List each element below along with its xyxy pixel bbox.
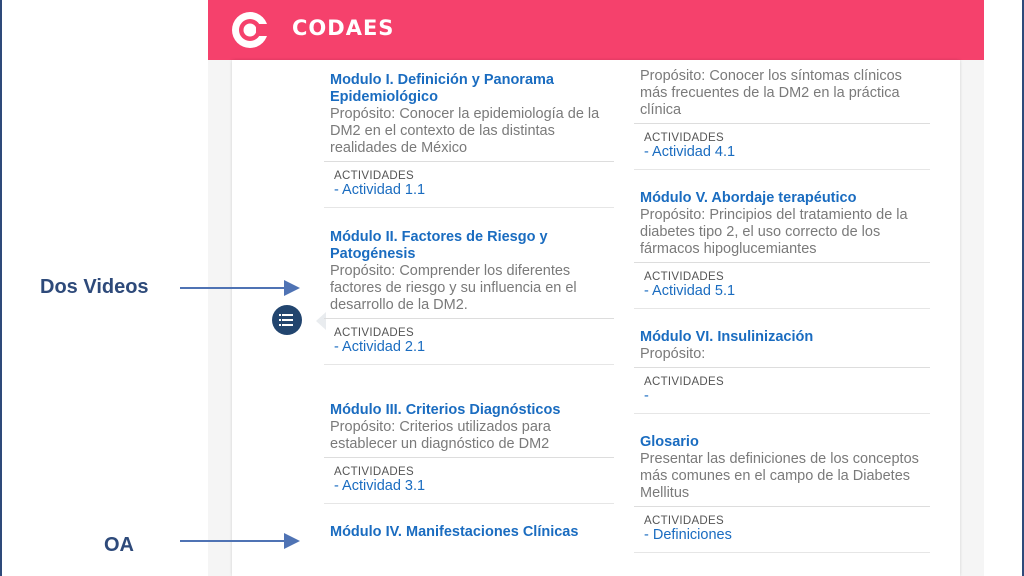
- module-title[interactable]: Módulo III. Criterios Diagnósticos: [330, 402, 561, 418]
- activity-link[interactable]: -: [644, 388, 649, 404]
- module-title[interactable]: Módulo IV. Manifestaciones Clínicas: [330, 524, 579, 540]
- module-purpose: Propósito: Comprender los diferentes factores de riesgo y su influencia en el desarrollo de la DM2.: [330, 263, 577, 313]
- divider: [324, 364, 614, 365]
- module-purpose: Propósito: Criterios utilizados para establecer un diagnóstico de DM2: [330, 419, 551, 452]
- activity-link[interactable]: - Actividad 3.1: [334, 478, 426, 494]
- divider: [634, 169, 930, 170]
- arrow-dos-videos: [180, 287, 284, 289]
- divider: [634, 308, 930, 309]
- module-card: [324, 72, 614, 208]
- module-purpose: Propósito: Conocer la epidemiología de la DM2 en el contexto de las distintas realidades de México: [330, 106, 600, 156]
- divider: [634, 262, 930, 263]
- module-purpose: Presentar las definiciones de los conceptos más comunes en el campo de la Diabetes Mellitus: [640, 451, 919, 501]
- divider: [324, 503, 614, 504]
- module-purpose: Propósito: Principios del tratamiento de la diabetes tipo 2, el uso correcto de los fármacos hipoglucemiantes: [640, 207, 908, 257]
- activities-label: ACTIVIDADES: [644, 515, 724, 527]
- module-title[interactable]: Glosario: [640, 434, 699, 450]
- module-card: [634, 68, 930, 170]
- arrow-head-icon: [284, 533, 300, 549]
- codaes-logo-icon: [230, 10, 282, 50]
- course-content-panel: [232, 60, 960, 576]
- activities-label: ACTIVIDADES: [334, 327, 414, 339]
- activities-label: ACTIVIDADES: [334, 170, 414, 182]
- module-title[interactable]: Modulo I. Definición y Panorama Epidemiológico: [330, 72, 554, 105]
- activity-link[interactable]: - Actividad 4.1: [644, 144, 736, 160]
- activities-label: ACTIVIDADES: [644, 132, 724, 144]
- divider: [634, 506, 930, 507]
- activity-link[interactable]: - Actividad 1.1: [334, 182, 426, 198]
- module-card: [324, 524, 614, 541]
- annotation-oa: OA: [104, 534, 134, 556]
- activity-link[interactable]: - Actividad 5.1: [644, 283, 736, 299]
- top-bar: [208, 0, 984, 60]
- module-purpose: Propósito:: [640, 346, 706, 362]
- module-card: [324, 229, 614, 365]
- arrow-oa: [180, 540, 284, 542]
- divider: [634, 123, 930, 124]
- course-screenshot: [208, 0, 984, 576]
- module-card: [634, 190, 930, 309]
- divider: [634, 367, 930, 368]
- divider: [324, 161, 614, 162]
- module-title[interactable]: Módulo V. Abordaje terapéutico: [640, 190, 857, 206]
- arrow-head-icon: [284, 280, 300, 296]
- module-title[interactable]: Módulo VI. Insulinización: [640, 329, 814, 345]
- divider: [634, 413, 930, 414]
- divider: [324, 457, 614, 458]
- divider: [324, 207, 614, 208]
- activities-label: ACTIVIDADES: [644, 376, 724, 388]
- activity-link[interactable]: - Actividad 2.1: [334, 339, 426, 355]
- activities-label: ACTIVIDADES: [334, 466, 414, 478]
- activities-label: ACTIVIDADES: [644, 271, 724, 283]
- module-purpose: Propósito: Conocer los síntomas clínicos más frecuentes de la DM2 en la práctica clínica: [640, 68, 902, 118]
- module-title[interactable]: Módulo II. Factores de Riesgo y Patogénesis: [330, 229, 548, 262]
- divider: [324, 318, 614, 319]
- module-card: [634, 329, 930, 414]
- divider: [634, 552, 930, 553]
- brand-name[interactable]: CODAES: [292, 16, 395, 40]
- activity-link[interactable]: - Definiciones: [644, 527, 732, 543]
- list-menu-icon[interactable]: [272, 305, 302, 335]
- module-card: [324, 402, 614, 504]
- annotation-dos-videos: Dos Videos: [40, 276, 149, 298]
- module-card: [634, 434, 930, 553]
